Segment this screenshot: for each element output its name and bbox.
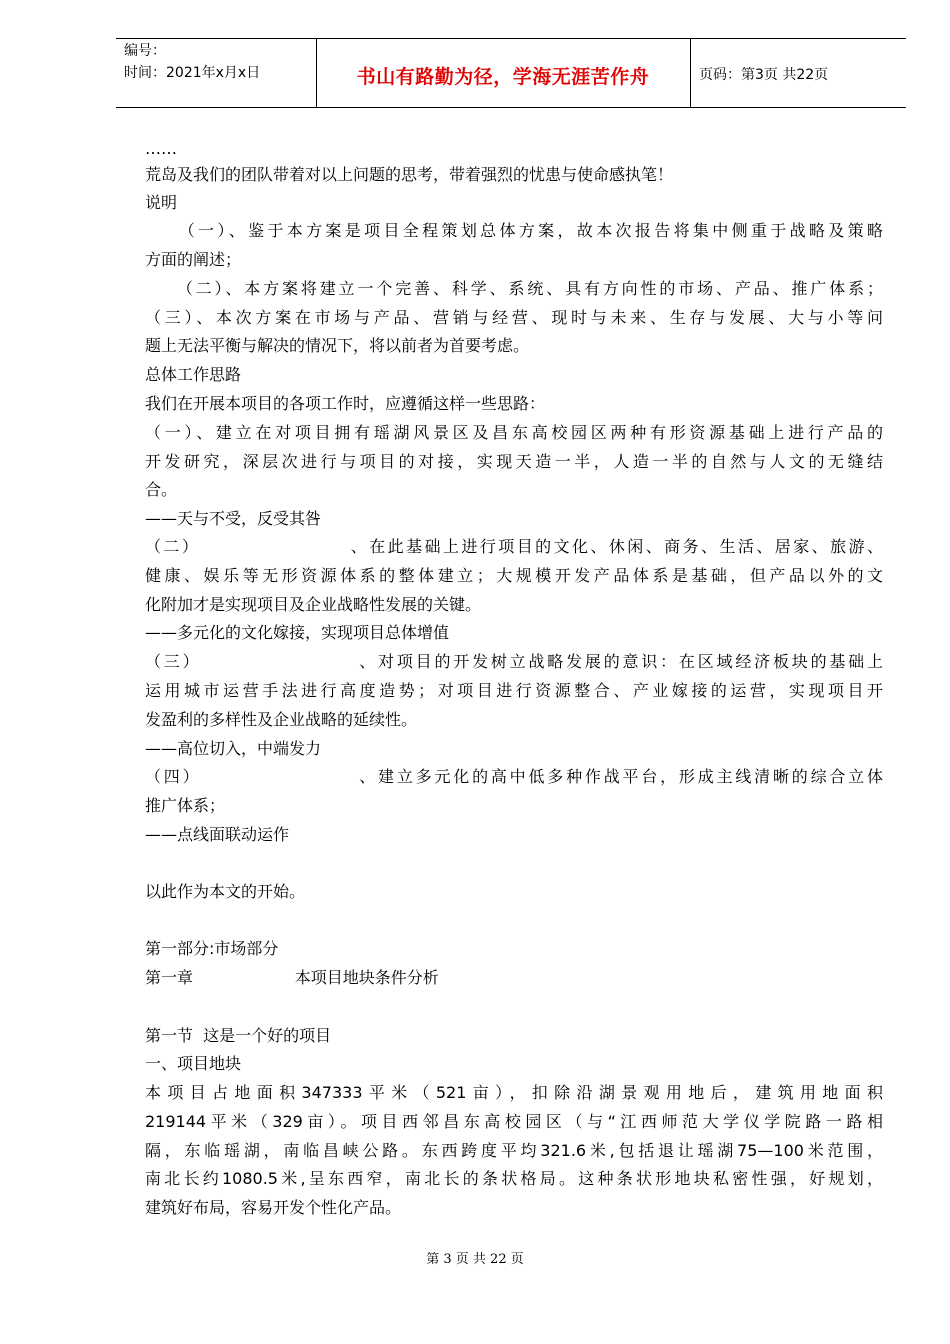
body-line: 第一章 本项目地块条件分析 xyxy=(145,968,439,987)
body-line: 以此作为本文的开始。 xyxy=(145,882,306,901)
body-line: 推广体系； xyxy=(145,796,226,815)
header-top-border xyxy=(116,38,906,39)
body-line: 219144平米（329亩）。项目西邻昌东高校园区（与“江西师范大学仪学院路一路相 xyxy=(145,1112,883,1131)
body-line: 合。 xyxy=(145,480,178,499)
body-line: 方面的阐述； xyxy=(145,250,242,269)
body-line: ——高位切入，中端发力 xyxy=(145,739,322,758)
body-line: （二） 、在此基础上进行项目的文化、休闲、商务、生活、居家、旅游、 xyxy=(145,537,883,556)
body-line: ——多元化的文化嫁接，实现项目总体增值 xyxy=(145,623,450,642)
body-line: 运用城市运营手法进行高度造势；对项目进行资源整合、产业嫁接的运营，实现项目开 xyxy=(145,681,883,700)
body-line: （三）、本次方案在市场与产品、营销与经营、现时与未来、生存与发展、大与小等问 xyxy=(145,308,883,327)
body-line: ——天与不受，反受其咎 xyxy=(145,509,322,528)
body-line: 一、项目地块 xyxy=(145,1054,242,1073)
body-line: 隔，东临瑶湖，南临昌峡公路。东西跨度平均321.6米,包括退让瑶湖75—100米范围， xyxy=(145,1141,883,1160)
body-line: （一）、建立在对项目拥有瑶湖风景区及昌东高校园区两种有形资源基础上进行产品的 xyxy=(145,423,883,442)
body-line: …… xyxy=(145,139,177,158)
body-line: 建筑好布局，容易开发个性化产品。 xyxy=(145,1198,402,1217)
body-line: 健康、娱乐等无形资源体系的整体建立；大规模开发产品体系是基础，但产品以外的文 xyxy=(145,566,883,585)
body-line: ——点线面联动运作 xyxy=(145,825,290,844)
body-line: 荒岛及我们的团队带着对以上问题的思考，带着强烈的忧患与使命感执笔！ xyxy=(145,165,674,184)
body-line: 本项目占地面积347333平米（521亩），扣除沿湖景观用地后，建筑用地面积 xyxy=(145,1083,883,1102)
body-line: 化附加才是实现项目及企业战略性发展的关键。 xyxy=(145,595,482,614)
header-bottom-border xyxy=(116,107,906,108)
body-line: （四） 、建立多元化的高中低多种作战平台，形成主线清晰的综合立体 xyxy=(145,767,883,786)
body-line: 总体工作思路 xyxy=(145,365,242,384)
page-number-label: 页码：第3页 共22页 xyxy=(699,67,829,83)
body-line: （三） 、对项目的开发树立战略发展的意识：在区域经济板块的基础上 xyxy=(145,652,883,671)
body-line: 我们在开展本项目的各项工作时，应遵循这样一些思路： xyxy=(145,394,546,413)
page-header xyxy=(116,38,906,108)
body-line: 开发研究，深层次进行与项目的对接，实现天造一半，人造一半的自然与人文的无缝结 xyxy=(145,452,883,471)
body-line: （二）、本方案将建立一个完善、科学、系统、具有方向性的市场、产品、推广体系； xyxy=(145,279,883,298)
time-label: 时间：2021年x月x日 xyxy=(124,65,261,81)
serial-label: 编号： xyxy=(124,43,166,59)
body-line: 第一节 这是一个好的项目 xyxy=(145,1026,332,1045)
body-line: 说明 xyxy=(145,193,178,212)
body-line: 南北长约1080.5米,呈东西窄，南北长的条状格局。这种条状形地块私密性强，好规划， xyxy=(145,1169,883,1188)
body-line: 题上无法平衡与解决的情况下，将以前者为首要考虑。 xyxy=(145,336,530,355)
page-footer: 第 3 页 共 22 页 xyxy=(426,1252,524,1267)
header-motto: 书山有路勤为径，学海无涯苦作舟 xyxy=(356,66,650,88)
body-line: 发盈利的多样性及企业战略的延续性。 xyxy=(145,710,418,729)
body-line: （一）、鉴于本方案是项目全程策划总体方案，故本次报告将集中侧重于战略及策略 xyxy=(145,221,883,240)
body-line: 第一部分:市场部分 xyxy=(145,939,279,958)
header-divider-right xyxy=(690,38,691,108)
